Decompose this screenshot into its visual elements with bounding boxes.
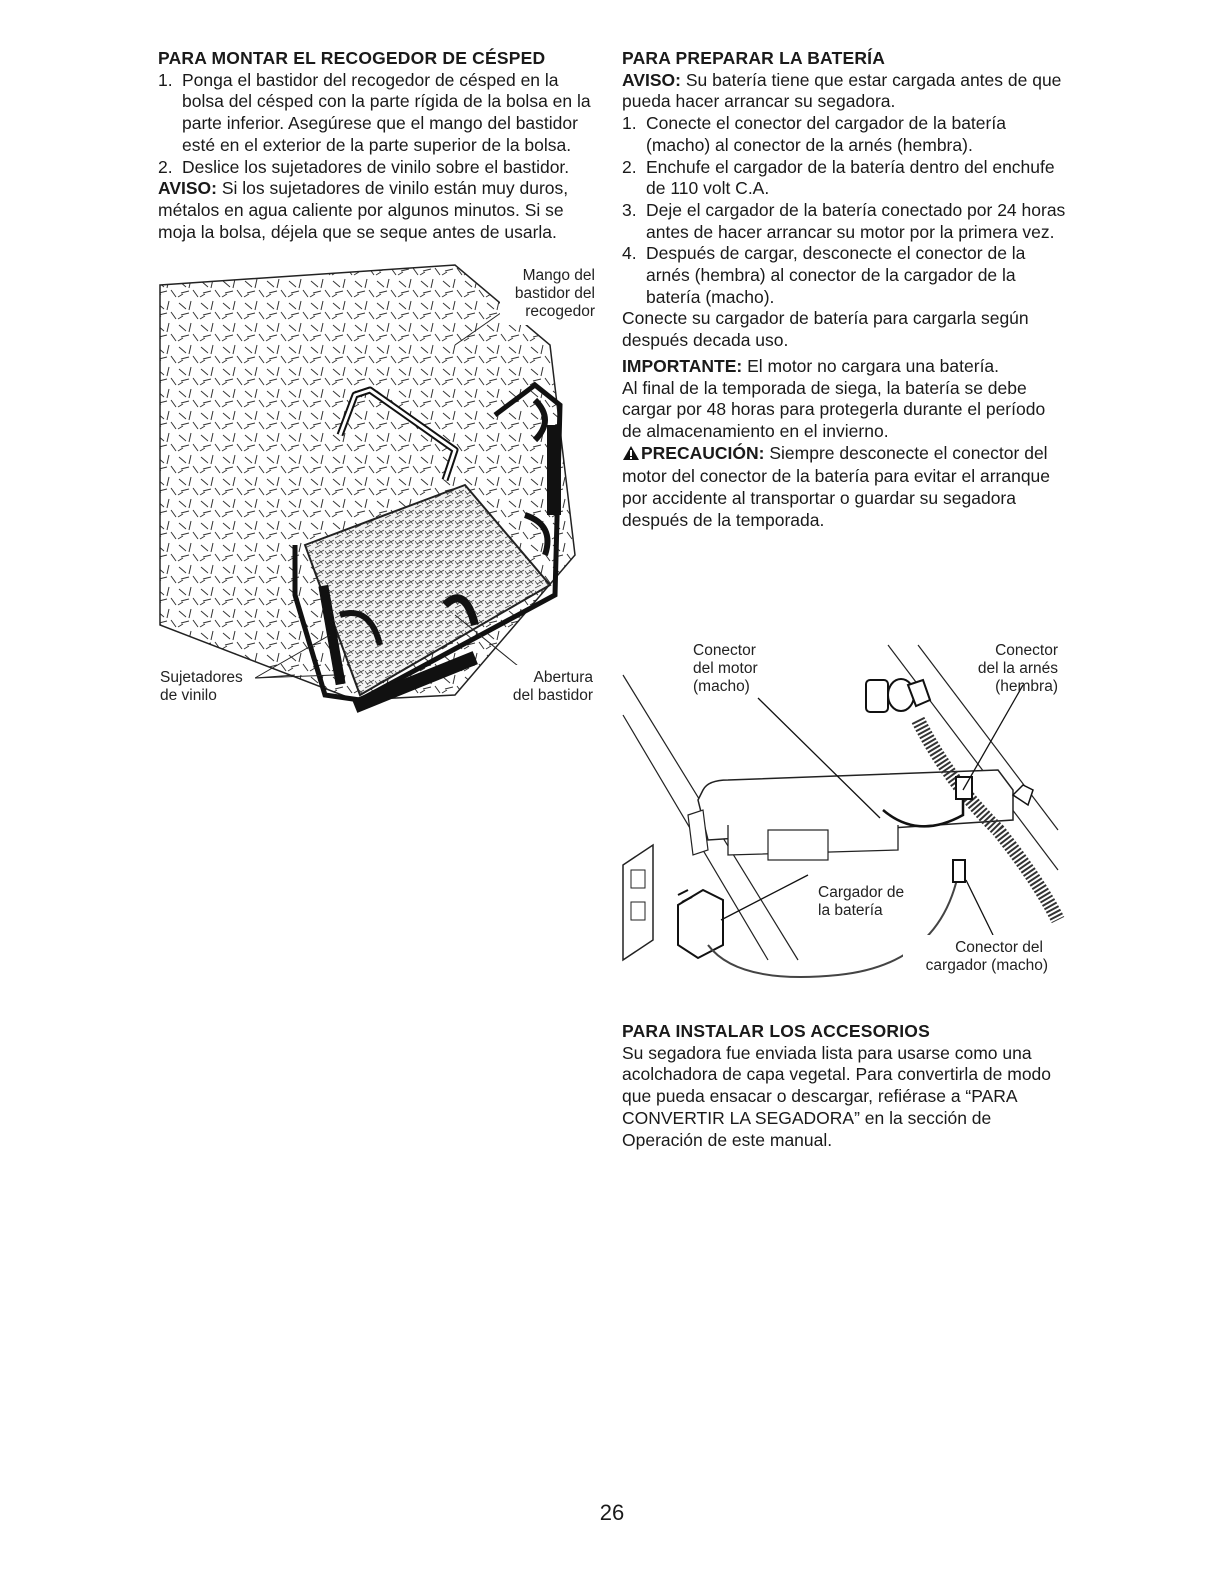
label-charger-connector: cargador (macho) (925, 957, 1048, 974)
winter-storage-note: Al final de la temporada de siega, la batería se debe cargar por 48 horas para protegerla durante el período de almacenamiento en el invierno. (622, 377, 1046, 441)
grass-catcher-heading: PARA MONTAR EL RECOGEDOR DE CÉSPED (158, 48, 546, 68)
charge-after-use: Conecte su cargador de batería para cargarla según después decada uso. (622, 308, 1029, 351)
label-motor-connector: del motor (693, 660, 758, 677)
battery-notice: AVISO: Su batería tiene que estar cargada antes de que pueda hacer arrancar su segadora. (622, 69, 1062, 112)
list-item: 2. Enchufe el cargador de la batería dentro del enchufe de 110 volt C.A. (622, 156, 1055, 199)
grass-catcher-illustration (155, 255, 605, 725)
list-item: 1. Ponga el bastidor del recogedor de césped en la bolsa del césped con la parte rígida de la bolsa en la parte inferior. Asegúrese que el mango del bastidor esté en el exterior de la parte superior de la bolsa. (158, 69, 591, 155)
right-column (622, 48, 1067, 531)
label-charger-connector: Conector del (955, 939, 1043, 956)
battery-heading: PARA PREPARAR LA BATERÍA (622, 48, 886, 68)
label-battery-charger: la batería (818, 902, 883, 919)
list-item: 3. Deje el cargador de la batería conectado por 24 horas antes de hacer arrancar su motor por la primera vez. (622, 199, 1066, 242)
left-column (158, 48, 598, 243)
page-number: 26 (599, 1500, 625, 1525)
label-frame-opening: del bastidor (512, 687, 593, 704)
label-battery-charger: Cargador de (818, 884, 905, 901)
label-handle: Mango del (522, 267, 595, 284)
wall-outlet (623, 845, 653, 960)
label-vinyl-clips: de vinilo (160, 687, 217, 704)
grass-catcher-steps (158, 70, 598, 179)
list-item: 2. Deslice los sujetadores de vinilo sobre el bastidor. (158, 156, 570, 177)
label-motor-connector: (macho) (693, 678, 750, 695)
accessories-heading: PARA INSTALAR LOS ACCESORIOS (622, 1021, 930, 1041)
battery-steps (622, 113, 1067, 308)
vinyl-clip (547, 425, 561, 515)
battery-charger-illustration (618, 640, 1068, 985)
vinyl-notice: AVISO: Si los sujetadores de vinilo están muy duros, métalos en agua caliente por algunos minutos. Si se moja la bolsa, déjela que se seque antes de usarla. (158, 178, 569, 242)
warning-triangle-icon (622, 445, 640, 467)
important-note: IMPORTANTE: El motor no cargara una batería. (622, 355, 1000, 376)
list-item: 1. Conecte el conector del cargador de la batería (macho) al conector de la arnés (hembra). (622, 113, 1006, 155)
label-harness-connector: Conector (995, 642, 1058, 659)
charger-connector (953, 860, 965, 882)
label-motor-connector: Conector (693, 642, 756, 659)
motor-connector (866, 679, 930, 712)
label-handle: recogedor (525, 303, 595, 320)
accessories-text: Su segadora fue enviada lista para usarse como una acolchadora de capa vegetal. Para convertirla de modo que pueda ensacar o descargar, refiérase a “PARA CONVERTIR LA SEGADORA” en la sección de Operación de este manual. (622, 1042, 1052, 1150)
accessories-section (622, 1021, 1067, 1151)
label-frame-opening: Abertura (533, 669, 593, 686)
label-handle: bastidor del (514, 285, 595, 302)
label-harness-connector: (hembra) (995, 678, 1058, 695)
caution-note: PRECAUCIÓN: Siempre desconecte el conector del motor del conector de la batería para evitar el arranque por accidente al transportar o guardar su segadora después de la temporada. (622, 442, 1051, 530)
list-item: 4. Después de cargar, desconecte el conector de la arnés (hembra) al conector de la cargador de la batería (macho). (622, 243, 1026, 307)
charger-block (678, 890, 723, 958)
label-harness-connector: del la arnés (977, 660, 1058, 677)
label-vinyl-clips: Sujetadores (160, 669, 243, 686)
